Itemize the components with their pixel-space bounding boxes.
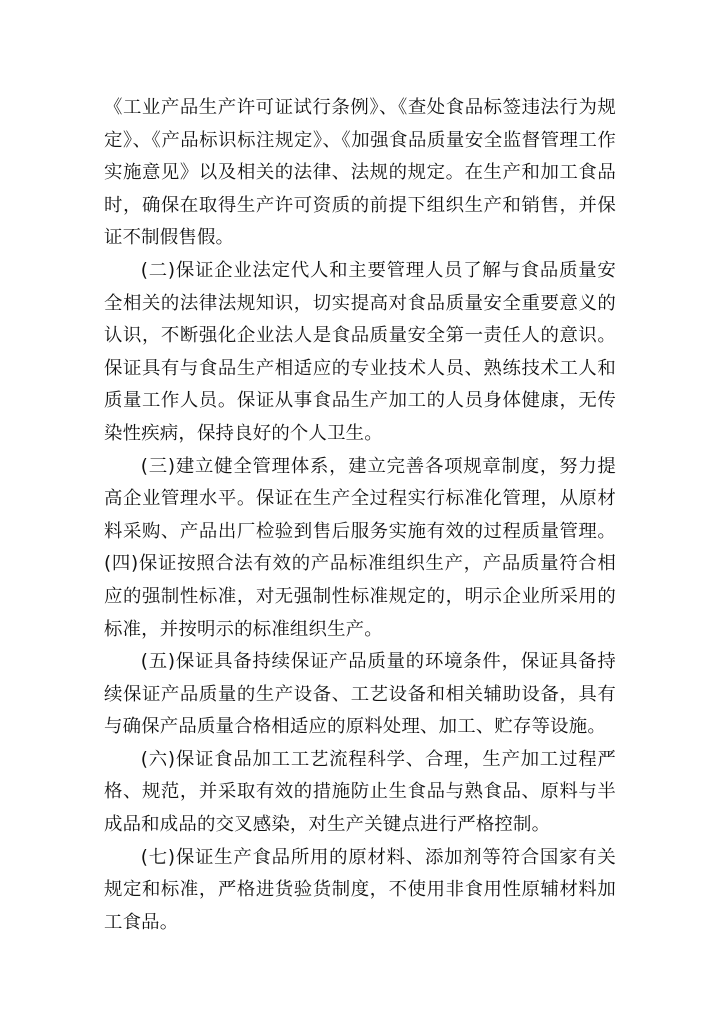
paragraph-1: 《工业产品生产许可证试行条例》、《查处食品标签违法行为规定》、《产品标识标注规定》、《加强食品质量安全监督管理工作实施意见》以及相关的法律、法规的规定。在生产和加工食品时，确保在取得生产许可资质的前提下组织生产和销售，并保证不制假售假。 [104, 97, 616, 249]
paragraph-4: (五)保证具备持续保证产品质量的环境条件，保证具备持续保证产品质量的生产设备、工艺设备和相关辅助设备，具有与确保产品质量合格相适应的原料处理、加工、贮存等设施。 [104, 651, 616, 738]
paragraph-2: (二)保证企业法定代人和主要管理人员了解与食品质量安全相关的法律法规知识，切实提高对食品质量安全重要意义的认识，不断强化企业法人是食品质量安全第一责任人的意识。保证具有与食品生产相适应的专业技术人员、熟练技术工人和质量工作人员。保证从事食品生产加工的人员身体健康，无传染性疾病，保持良好的个人卫生。 [104, 259, 616, 444]
paragraph-3: (三)建立健全管理体系，建立完善各项规章制度，努力提高企业管理水平。保证在生产全过程实行标准化管理，从原材料采购、产品出厂检验到售后服务实施有效的过程质量管理。(四)保证按照合法有效的产品标准组织生产，产品质量符合相应的强制性标准，对无强制性标准规定的，明示企业所采用的标准，并按明示的标准组织生产。 [104, 455, 616, 640]
document-body [104, 92, 616, 939]
paragraph-6: (七)保证生产食品所用的原材料、添加剂等符合国家有关规定和标准，严格进货验货制度，不使用非食用性原辅材料加工食品。 [104, 846, 616, 933]
paragraph-5: (六)保证食品加工工艺流程科学、合理，生产加工过程严格、规范，并采取有效的措施防止生食品与熟食品、原料与半成品和成品的交叉感染，对生产关键点进行严格控制。 [104, 748, 616, 836]
